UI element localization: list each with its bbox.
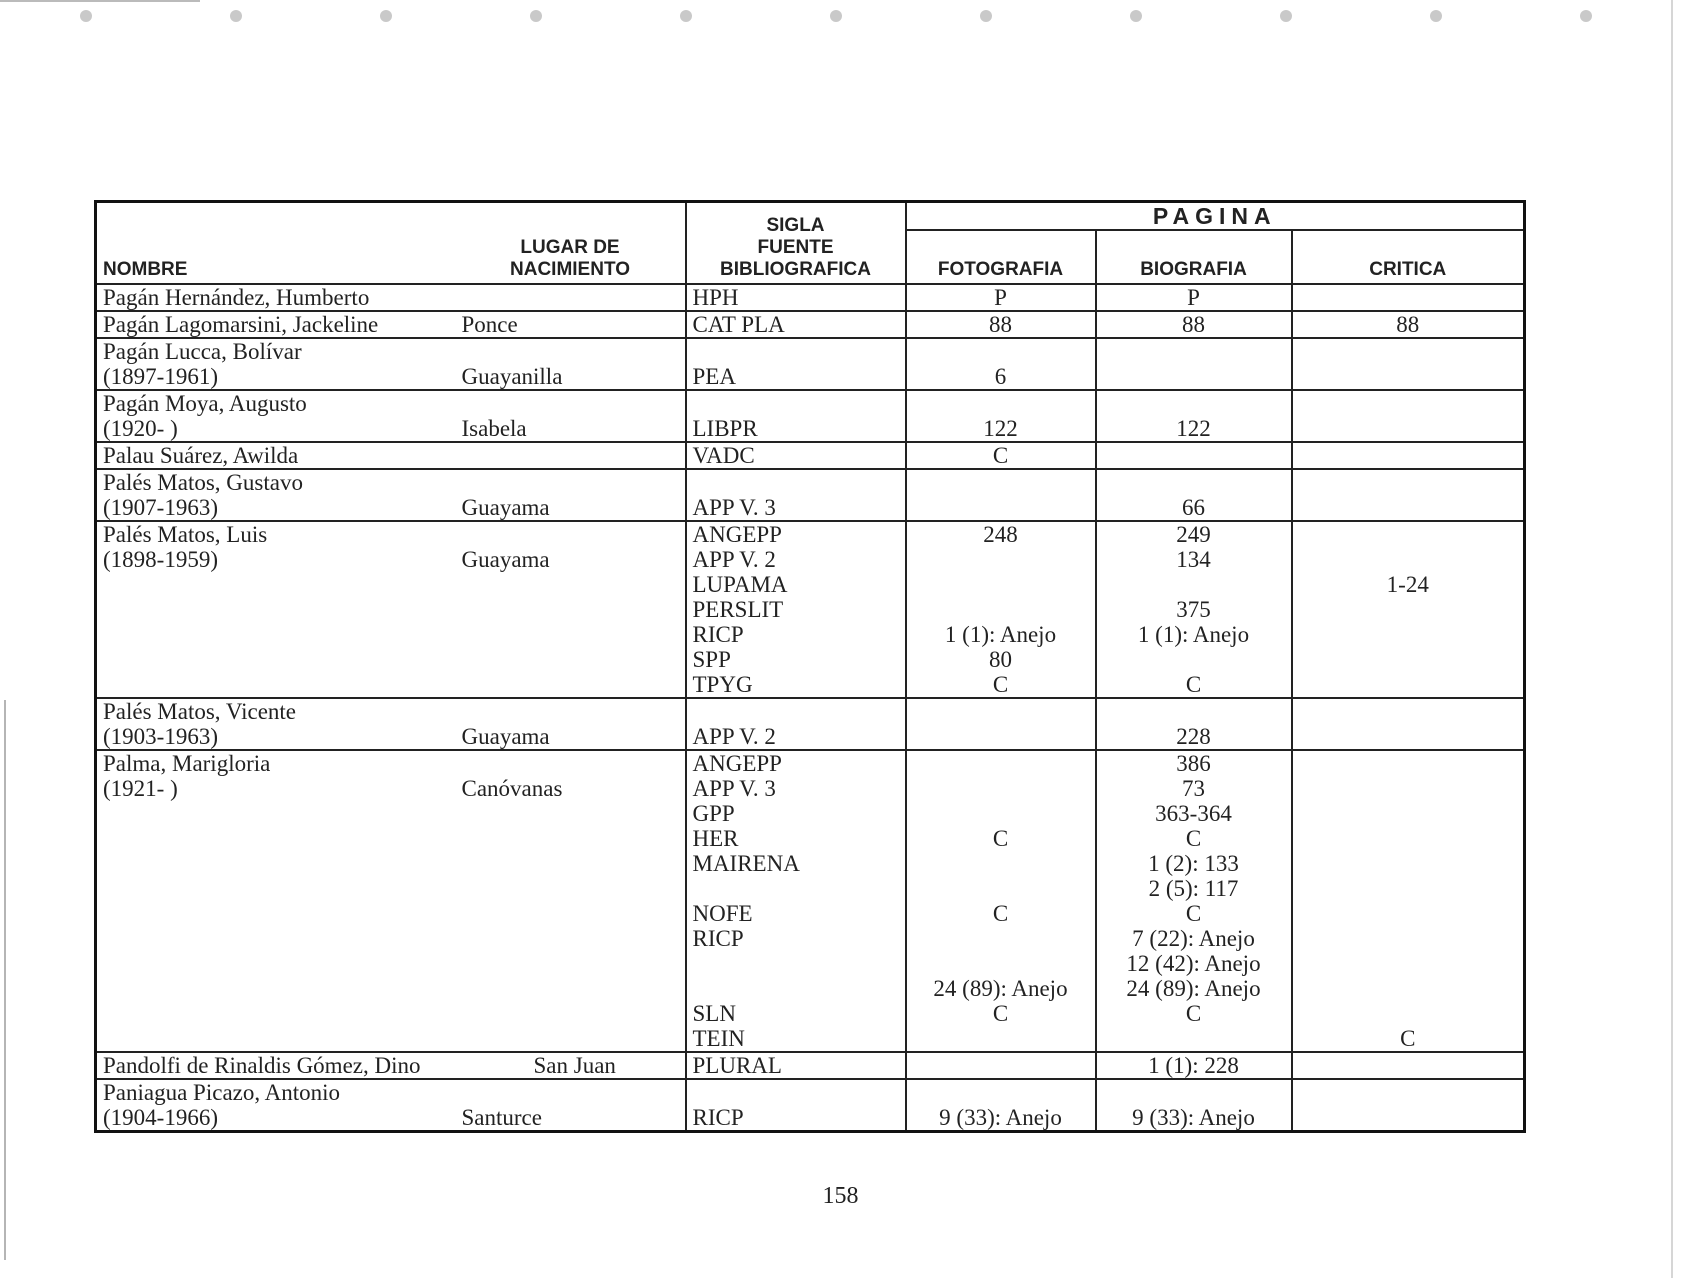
sigla-value: RICP	[692, 622, 744, 647]
bio-value: 7 (22): Anejo	[1132, 926, 1255, 951]
header-biografia: BIOGRAFIA	[1096, 230, 1292, 284]
nombre-line: Palés Matos, Vicente	[103, 699, 297, 724]
binder-hole	[1580, 10, 1592, 22]
critica-value	[1299, 622, 1518, 647]
cell-lugar	[456, 521, 686, 698]
cell-nombre	[96, 521, 456, 698]
nombre-line: (1907-1963)	[103, 495, 218, 520]
cell-critica	[1292, 1052, 1525, 1079]
critica-value	[1299, 647, 1518, 672]
lugar-text: Santurce	[461, 1105, 542, 1130]
spacer	[1299, 699, 1518, 724]
spacer	[462, 391, 679, 416]
header-sigla-line1: SIGLA	[766, 215, 825, 236]
cell-biografia	[1096, 1052, 1292, 1079]
foto-value	[913, 547, 1089, 572]
spacer	[1299, 470, 1518, 495]
spacer	[693, 391, 899, 416]
bio-value: C	[1185, 826, 1202, 851]
table-row	[96, 750, 1525, 1052]
cell-biografia	[1096, 390, 1292, 442]
table-row	[96, 1079, 1525, 1132]
binder-holes	[80, 10, 1600, 30]
nombre-line: Palés Matos, Luis	[103, 522, 268, 547]
cell-sigla	[686, 311, 906, 338]
sigla-value: ANGEPP	[692, 751, 782, 776]
critica-value	[1299, 724, 1518, 749]
cell-fotografia	[906, 390, 1096, 442]
cell-fotografia	[906, 698, 1096, 750]
sigla-value: VADC	[692, 443, 755, 468]
cell-nombre	[96, 390, 456, 442]
binder-hole	[230, 10, 242, 22]
bio-value: 88	[1182, 312, 1205, 337]
header-sigla-line3: BIBLIOGRAFICA	[720, 259, 871, 280]
bio-value: 1 (1): Anejo	[1137, 622, 1250, 647]
critica-value: 1-24	[1386, 572, 1429, 597]
critica-value	[1299, 901, 1518, 926]
header-critica: CRITICA	[1292, 230, 1525, 284]
cell-fotografia	[906, 521, 1096, 698]
nombre-line: (1904-1966)	[103, 1105, 218, 1130]
cell-sigla	[686, 390, 906, 442]
spacer	[1299, 339, 1518, 364]
cell-fotografia	[906, 750, 1096, 1052]
nombre-line: (1897-1961)	[103, 364, 218, 389]
bio-value: 24 (89): Anejo	[1126, 976, 1261, 1001]
cell-critica	[1292, 521, 1525, 698]
cell-sigla	[686, 338, 906, 390]
sigla-value: PERSLIT	[692, 597, 784, 622]
critica-value	[1299, 751, 1518, 776]
nombre-line: (1898-1959)	[103, 547, 218, 572]
foto-value: 248	[983, 522, 1018, 547]
foto-value	[913, 597, 1089, 622]
sigla-value: PLURAL	[692, 1053, 782, 1078]
cell-lugar	[456, 469, 686, 521]
cell-nombre	[96, 311, 456, 338]
spacer	[693, 699, 899, 724]
foto-value	[913, 951, 1089, 976]
table-row	[96, 698, 1525, 750]
cell-lugar	[456, 311, 686, 338]
cell-lugar	[456, 1079, 686, 1132]
critica-value	[1299, 416, 1518, 441]
spacer	[913, 391, 1089, 416]
critica-value	[1299, 1105, 1518, 1130]
nombre-line: Pandolfi de Rinaldis Gómez, Dino	[103, 1053, 421, 1078]
binder-hole	[1280, 10, 1292, 22]
table-row	[96, 284, 1525, 311]
foto-value	[913, 572, 1089, 597]
critica-value	[1299, 851, 1518, 876]
nombre-line: (1920- )	[103, 416, 178, 441]
spacer	[462, 339, 679, 364]
bio-value: 249	[1176, 522, 1211, 547]
cell-critica	[1292, 284, 1525, 311]
cell-fotografia	[906, 311, 1096, 338]
sigla-value: TPYG	[692, 672, 753, 697]
foto-value: 88	[989, 312, 1012, 337]
page-edge-right	[1671, 0, 1673, 1278]
critica-value	[1299, 597, 1518, 622]
critica-value	[1299, 826, 1518, 851]
foto-value: 80	[989, 647, 1012, 672]
critica-value: C	[1400, 1026, 1416, 1051]
spacer	[1103, 470, 1285, 495]
sigla-value	[693, 951, 899, 976]
critica-value	[1299, 522, 1518, 547]
cell-biografia	[1096, 698, 1292, 750]
cell-biografia	[1096, 750, 1292, 1052]
sigla-value: APP V. 3	[692, 776, 776, 801]
bio-value: 1 (2): 133	[1148, 851, 1239, 876]
binder-hole	[680, 10, 692, 22]
header-nombre: NOMBRE	[96, 202, 456, 285]
foto-value: P	[994, 285, 1007, 310]
foto-value: C	[992, 901, 1009, 926]
sigla-value: PEA	[692, 364, 736, 389]
foto-value	[913, 1026, 1089, 1051]
foto-value	[913, 851, 1089, 876]
bio-value: 2 (5): 117	[1148, 876, 1239, 901]
cell-critica	[1292, 469, 1525, 521]
bio-value	[1103, 364, 1285, 389]
spacer	[693, 1080, 899, 1105]
table-row	[96, 311, 1525, 338]
foto-value	[913, 724, 1089, 749]
page-edge-left	[4, 700, 6, 1260]
cell-nombre	[96, 698, 456, 750]
header-sigla	[686, 202, 906, 285]
cell-lugar	[456, 390, 686, 442]
sigla-value: NOFE	[692, 901, 753, 926]
spacer	[1103, 699, 1285, 724]
spacer	[913, 1080, 1089, 1105]
sigla-value	[693, 876, 899, 901]
critica-value	[1299, 1053, 1518, 1078]
sigla-value: RICP	[692, 926, 744, 951]
table-body	[96, 284, 1525, 1132]
header-lugar-line2: NACIMIENTO	[510, 259, 630, 280]
cell-biografia	[1096, 469, 1292, 521]
cell-biografia	[1096, 442, 1292, 469]
header-lugar	[456, 202, 686, 285]
spacer	[462, 470, 679, 495]
cell-fotografia	[906, 1052, 1096, 1079]
critica-value	[1299, 495, 1518, 520]
spacer	[462, 522, 679, 547]
bio-value: C	[1185, 672, 1202, 697]
bio-value: C	[1185, 1001, 1202, 1026]
sigla-value	[693, 976, 899, 1001]
cell-nombre	[96, 284, 456, 311]
bio-value: 12 (42): Anejo	[1126, 951, 1261, 976]
bio-value: 66	[1182, 495, 1205, 520]
critica-value	[1299, 951, 1518, 976]
sigla-value: HPH	[692, 285, 739, 310]
critica-value	[1299, 364, 1518, 389]
foto-value	[913, 495, 1089, 520]
header-pagina: PAGINA	[906, 202, 1525, 231]
header-lugar-line1: LUGAR DE	[520, 237, 620, 258]
sigla-value: MAIRENA	[692, 851, 800, 876]
sigla-value: CAT PLA	[692, 312, 785, 337]
nombre-line: Paniagua Picazo, Antonio	[103, 1080, 340, 1105]
cell-critica	[1292, 311, 1525, 338]
cell-biografia	[1096, 311, 1292, 338]
cell-nombre	[96, 338, 456, 390]
lugar-text: Canóvanas	[461, 776, 563, 801]
bio-value: 73	[1182, 776, 1205, 801]
spacer	[693, 339, 899, 364]
spacer	[462, 1080, 679, 1105]
sigla-value: LUPAMA	[692, 572, 788, 597]
sigla-value: APP V. 2	[692, 547, 776, 572]
bio-value: C	[1185, 901, 1202, 926]
spacer	[1103, 339, 1285, 364]
lugar-text: Isabela	[461, 416, 527, 441]
cell-nombre	[96, 442, 456, 469]
foto-value: 9 (33): Anejo	[939, 1105, 1062, 1130]
cell-lugar	[456, 750, 686, 1052]
lugar-text: Guayanilla	[461, 364, 563, 389]
spacer	[462, 751, 679, 776]
cell-sigla	[686, 698, 906, 750]
cell-sigla	[686, 1052, 906, 1079]
cell-fotografia	[906, 338, 1096, 390]
cell-critica	[1292, 1079, 1525, 1132]
binder-hole	[980, 10, 992, 22]
bio-value	[1103, 647, 1285, 672]
spacer	[1103, 1080, 1285, 1105]
table-row	[96, 521, 1525, 698]
bio-value: 228	[1176, 724, 1211, 749]
lugar-text: Ponce	[461, 312, 518, 337]
cell-sigla	[686, 469, 906, 521]
foto-value	[913, 1053, 1089, 1078]
foto-value	[913, 876, 1089, 901]
spacer	[693, 470, 899, 495]
foto-value: C	[992, 1001, 1009, 1026]
bio-value: P	[1187, 285, 1200, 310]
critica-value	[1299, 285, 1518, 310]
table-row	[96, 390, 1525, 442]
lugar-text: Guayama	[461, 547, 550, 572]
page-edge-top	[0, 0, 200, 2]
binder-hole	[530, 10, 542, 22]
bio-value	[1103, 572, 1285, 597]
bio-value: 363-364	[1155, 801, 1232, 826]
sigla-value: APP V. 3	[692, 495, 776, 520]
bio-value: 9 (33): Anejo	[1132, 1105, 1255, 1130]
cell-fotografia	[906, 1079, 1096, 1132]
header-fotografia: FOTOGRAFIA	[906, 230, 1096, 284]
foto-value: 1 (1): Anejo	[944, 622, 1057, 647]
cell-critica	[1292, 698, 1525, 750]
bibliography-table	[94, 200, 1526, 1133]
sigla-value: SLN	[692, 1001, 736, 1026]
critica-value	[1299, 547, 1518, 572]
nombre-line: Pagán Moya, Augusto	[103, 391, 307, 416]
nombre-line: Pagán Hernández, Humberto	[103, 285, 370, 310]
cell-nombre	[96, 750, 456, 1052]
cell-fotografia	[906, 469, 1096, 521]
spacer	[462, 699, 679, 724]
cell-sigla	[686, 284, 906, 311]
cell-critica	[1292, 338, 1525, 390]
table-row	[96, 469, 1525, 521]
cell-critica	[1292, 442, 1525, 469]
nombre-line: Pagán Lucca, Bolívar	[103, 339, 302, 364]
sigla-value: GPP	[692, 801, 735, 826]
cell-sigla	[686, 1079, 906, 1132]
bio-value: 386	[1176, 751, 1211, 776]
cell-sigla	[686, 442, 906, 469]
spacer	[913, 699, 1089, 724]
nombre-line: Pagán Lagomarsini, Jackeline	[103, 312, 379, 337]
table-row	[96, 338, 1525, 390]
sigla-value: RICP	[692, 1105, 744, 1130]
table-row	[96, 442, 1525, 469]
header-sigla-line2: FUENTE	[757, 237, 834, 258]
bio-value: 134	[1176, 547, 1211, 572]
cell-lugar	[456, 338, 686, 390]
cell-nombre	[96, 1079, 456, 1132]
foto-value: 122	[983, 416, 1018, 441]
cell-lugar	[456, 1052, 686, 1079]
table-row	[96, 1052, 1525, 1079]
binder-hole	[80, 10, 92, 22]
cell-fotografia	[906, 442, 1096, 469]
binder-hole	[1130, 10, 1142, 22]
cell-nombre	[96, 1052, 456, 1079]
critica-value	[1299, 776, 1518, 801]
cell-biografia	[1096, 284, 1292, 311]
foto-value	[913, 801, 1089, 826]
foto-value: C	[992, 826, 1009, 851]
cell-sigla	[686, 521, 906, 698]
nombre-line: (1921- )	[103, 776, 178, 801]
binder-hole	[380, 10, 392, 22]
sigla-value: SPP	[692, 647, 731, 672]
cell-lugar	[456, 698, 686, 750]
cell-biografia	[1096, 521, 1292, 698]
sigla-value: HER	[692, 826, 739, 851]
foto-value: C	[992, 672, 1009, 697]
spacer	[1299, 391, 1518, 416]
nombre-line: Palés Matos, Gustavo	[103, 470, 303, 495]
sigla-value: APP V. 2	[692, 724, 776, 749]
critica-value: 88	[1396, 312, 1420, 337]
nombre-line: Palau Suárez, Awilda	[103, 443, 299, 468]
sigla-value: TEIN	[692, 1026, 745, 1051]
spacer	[1299, 1080, 1518, 1105]
cell-critica	[1292, 750, 1525, 1052]
cell-critica	[1292, 390, 1525, 442]
critica-value	[1299, 1001, 1518, 1026]
sigla-value: LIBPR	[692, 416, 758, 441]
cell-sigla	[686, 750, 906, 1052]
critica-value	[1299, 926, 1518, 951]
cell-fotografia	[906, 284, 1096, 311]
critica-value	[1299, 801, 1518, 826]
bio-value: 375	[1176, 597, 1211, 622]
foto-value: C	[992, 443, 1009, 468]
foto-value	[913, 751, 1089, 776]
cell-lugar	[456, 284, 686, 311]
binder-hole	[1430, 10, 1442, 22]
bio-value: 122	[1176, 416, 1211, 441]
lugar-text: Guayama	[461, 724, 550, 749]
critica-value	[1299, 876, 1518, 901]
cell-biografia	[1096, 1079, 1292, 1132]
lugar-text: San Juan	[533, 1053, 616, 1078]
page-number: 158	[822, 1183, 859, 1209]
critica-value	[1299, 976, 1518, 1001]
cell-biografia	[1096, 338, 1292, 390]
lugar-text: Guayama	[461, 495, 550, 520]
foto-value: 6	[994, 364, 1007, 389]
critica-value	[1299, 672, 1518, 697]
bio-value	[1103, 443, 1285, 468]
sigla-value: ANGEPP	[692, 522, 782, 547]
nombre-line: (1903-1963)	[103, 724, 218, 749]
nombre-line: Palma, Marigloria	[103, 751, 271, 776]
cell-lugar	[456, 442, 686, 469]
critica-value	[1299, 443, 1518, 468]
binder-hole	[830, 10, 842, 22]
cell-nombre	[96, 469, 456, 521]
spacer	[913, 470, 1089, 495]
spacer	[1103, 391, 1285, 416]
spacer	[913, 339, 1089, 364]
bio-value: 1 (1): 228	[1148, 1053, 1239, 1078]
foto-value: 24 (89): Anejo	[933, 976, 1068, 1001]
foto-value	[913, 776, 1089, 801]
bio-value	[1103, 1026, 1285, 1051]
table-header	[96, 202, 1525, 285]
foto-value	[913, 926, 1089, 951]
